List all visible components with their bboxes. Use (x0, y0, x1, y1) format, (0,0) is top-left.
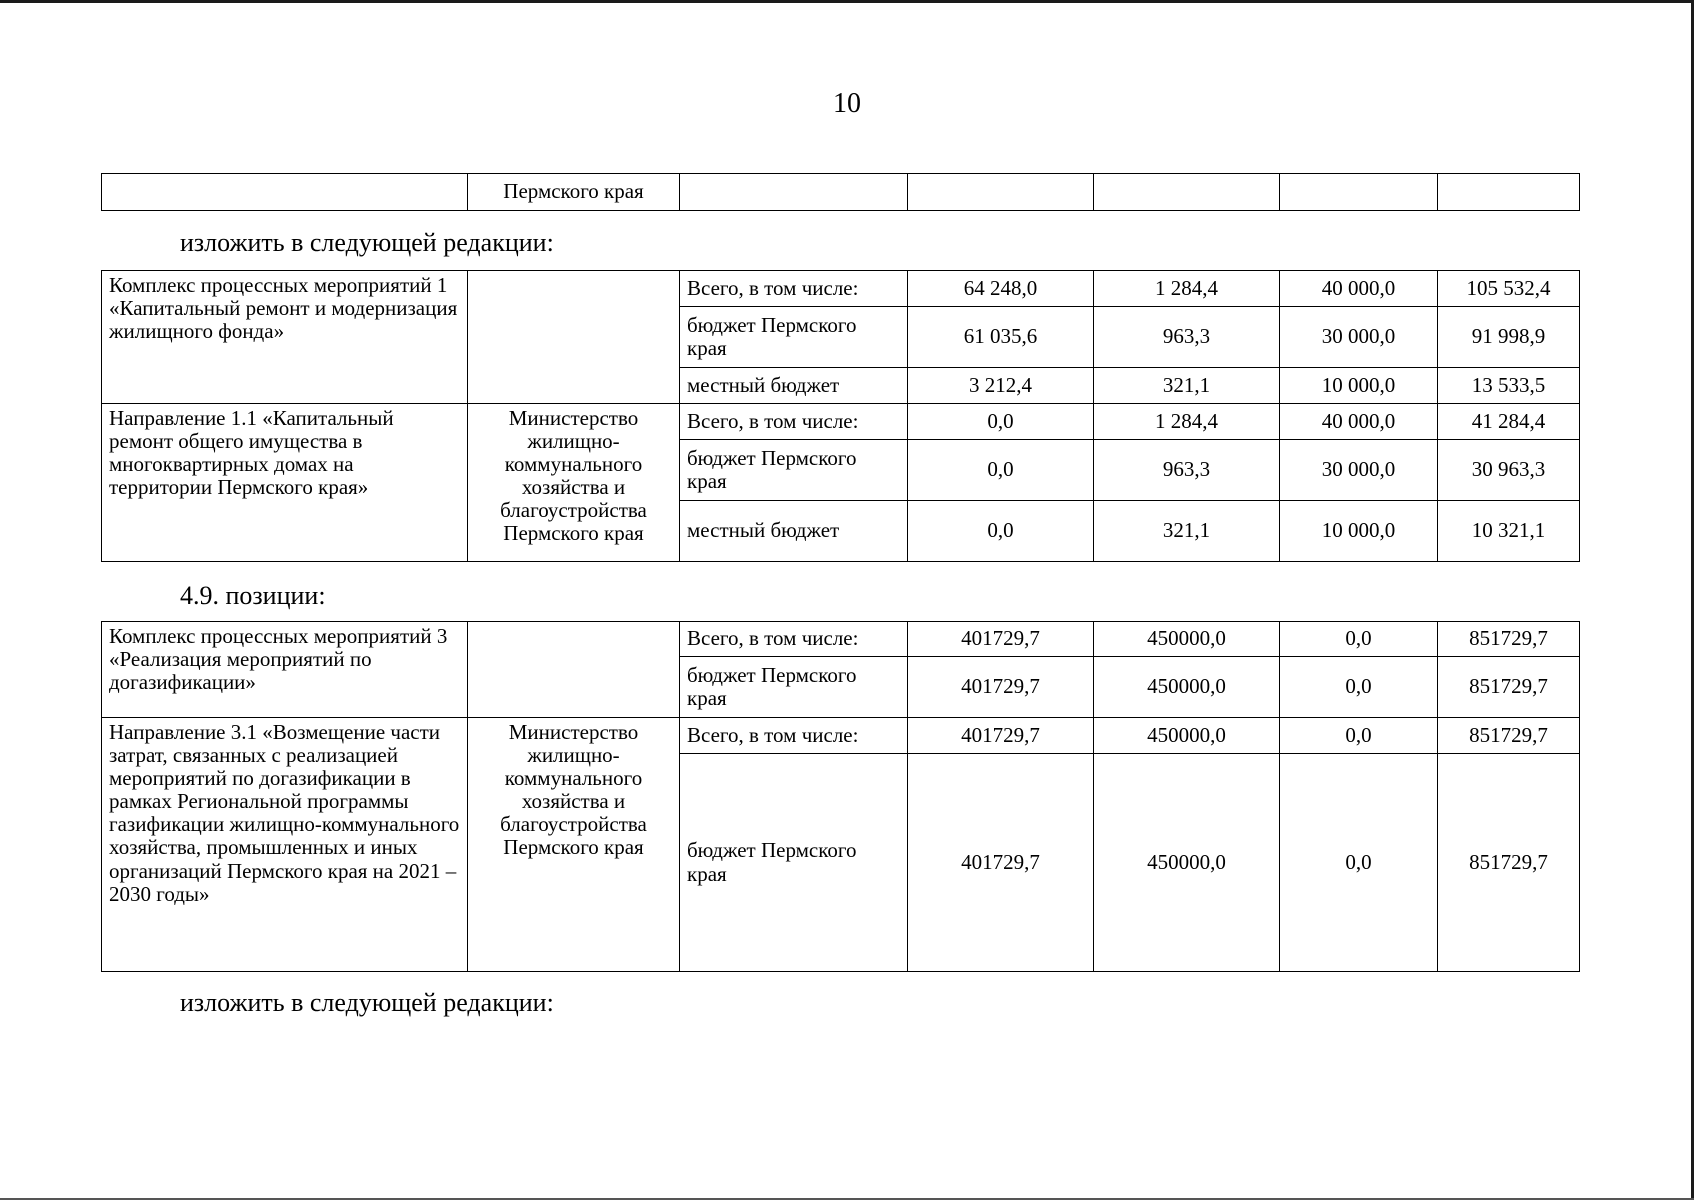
funding-source-cell (680, 174, 908, 211)
value-cell: 105 532,4 (1438, 271, 1580, 307)
value-cell: 40 000,0 (1280, 271, 1438, 307)
value-cell: 3 212,4 (908, 368, 1094, 404)
value-cell: 64 248,0 (908, 271, 1094, 307)
value-cell: 450000,0 (1094, 657, 1280, 718)
value-cell: 851729,7 (1438, 622, 1580, 657)
previous-table-fragment (101, 173, 1580, 211)
executor-cell: Министерство жилищно-коммунального хозяйства и благоустройства Пермского края (468, 718, 680, 972)
value-cell: 40 000,0 (1280, 404, 1438, 440)
table-row (102, 718, 1580, 754)
program-name-cell (102, 174, 468, 211)
value-cell: 851729,7 (1438, 657, 1580, 718)
value-cell: 450000,0 (1094, 622, 1280, 657)
value-cell: 61 035,6 (908, 307, 1094, 368)
funding-source-cell: местный бюджет (680, 368, 908, 404)
funding-source-cell: бюджет Пермского края (680, 754, 908, 972)
value-cell: 450000,0 (1094, 754, 1280, 972)
executor-cell: Пермского края (468, 174, 680, 211)
funding-source-cell: Всего, в том числе: (680, 271, 908, 307)
program-name-cell: Направление 3.1 «Возмещение части затрат, связанных с реализацией мероприятий по догазификации в рамках Региональной программы газификации жилищно-коммунального хозяйства, промышленных и иных организаций Пермского края на 2021 – 2030 годы» (102, 718, 468, 972)
value-cell (908, 174, 1094, 211)
program-name-cell: Комплекс процессных мероприятий 3 «Реализация мероприятий по догазификации» (102, 622, 468, 718)
funding-source-cell: Всего, в том числе: (680, 718, 908, 754)
value-cell (1438, 174, 1580, 211)
value-cell: 963,3 (1094, 307, 1280, 368)
paragraph-intro-2: изложить в следующей редакции: (180, 988, 554, 1017)
executor-cell (468, 622, 680, 718)
value-cell: 30 963,3 (1438, 440, 1580, 501)
value-cell: 321,1 (1094, 501, 1280, 562)
value-cell: 321,1 (1094, 368, 1280, 404)
program-name-cell: Комплекс процессных мероприятий 1 «Капитальный ремонт и модернизация жилищного фонда» (102, 271, 468, 404)
executor-cell (468, 271, 680, 404)
value-cell: 1 284,4 (1094, 404, 1280, 440)
value-cell: 963,3 (1094, 440, 1280, 501)
value-cell: 401729,7 (908, 657, 1094, 718)
value-cell: 30 000,0 (1280, 440, 1438, 501)
paragraph-item-4-9: 4.9. позиции: (180, 581, 326, 610)
table-row (102, 271, 1580, 307)
value-cell: 13 533,5 (1438, 368, 1580, 404)
value-cell: 1 284,4 (1094, 271, 1280, 307)
value-cell: 851729,7 (1438, 718, 1580, 754)
value-cell: 10 321,1 (1438, 501, 1580, 562)
funding-source-cell: Всего, в том числе: (680, 622, 908, 657)
funding-source-cell: бюджет Пермского края (680, 657, 908, 718)
value-cell: 401729,7 (908, 622, 1094, 657)
value-cell: 91 998,9 (1438, 307, 1580, 368)
funding-table-1 (101, 270, 1580, 562)
value-cell: 851729,7 (1438, 754, 1580, 972)
paragraph-intro-1: изложить в следующей редакции: (180, 228, 554, 257)
table-row (102, 174, 1580, 211)
value-cell: 0,0 (1280, 622, 1438, 657)
table-row (102, 404, 1580, 440)
value-cell: 10 000,0 (1280, 501, 1438, 562)
program-name-cell: Направление 1.1 «Капитальный ремонт общего имущества в многоквартирных домах на территории Пермского края» (102, 404, 468, 562)
value-cell: 0,0 (1280, 657, 1438, 718)
value-cell: 10 000,0 (1280, 368, 1438, 404)
funding-source-cell: бюджет Пермского края (680, 307, 908, 368)
funding-source-cell: бюджет Пермского края (680, 440, 908, 501)
value-cell: 0,0 (1280, 754, 1438, 972)
value-cell (1280, 174, 1438, 211)
funding-source-cell: местный бюджет (680, 501, 908, 562)
value-cell: 450000,0 (1094, 718, 1280, 754)
value-cell: 30 000,0 (1280, 307, 1438, 368)
funding-source-cell: Всего, в том числе: (680, 404, 908, 440)
value-cell: 401729,7 (908, 754, 1094, 972)
scan-edge-top (0, 0, 1694, 3)
value-cell: 401729,7 (908, 718, 1094, 754)
value-cell: 0,0 (1280, 718, 1438, 754)
page-number: 10 (833, 88, 861, 119)
funding-table-2 (101, 621, 1580, 972)
table-row (102, 622, 1580, 657)
value-cell (1094, 174, 1280, 211)
executor-cell: Министерство жилищно-коммунального хозяйства и благоустройства Пермского края (468, 404, 680, 562)
value-cell: 0,0 (908, 440, 1094, 501)
value-cell: 0,0 (908, 501, 1094, 562)
value-cell: 0,0 (908, 404, 1094, 440)
value-cell: 41 284,4 (1438, 404, 1580, 440)
